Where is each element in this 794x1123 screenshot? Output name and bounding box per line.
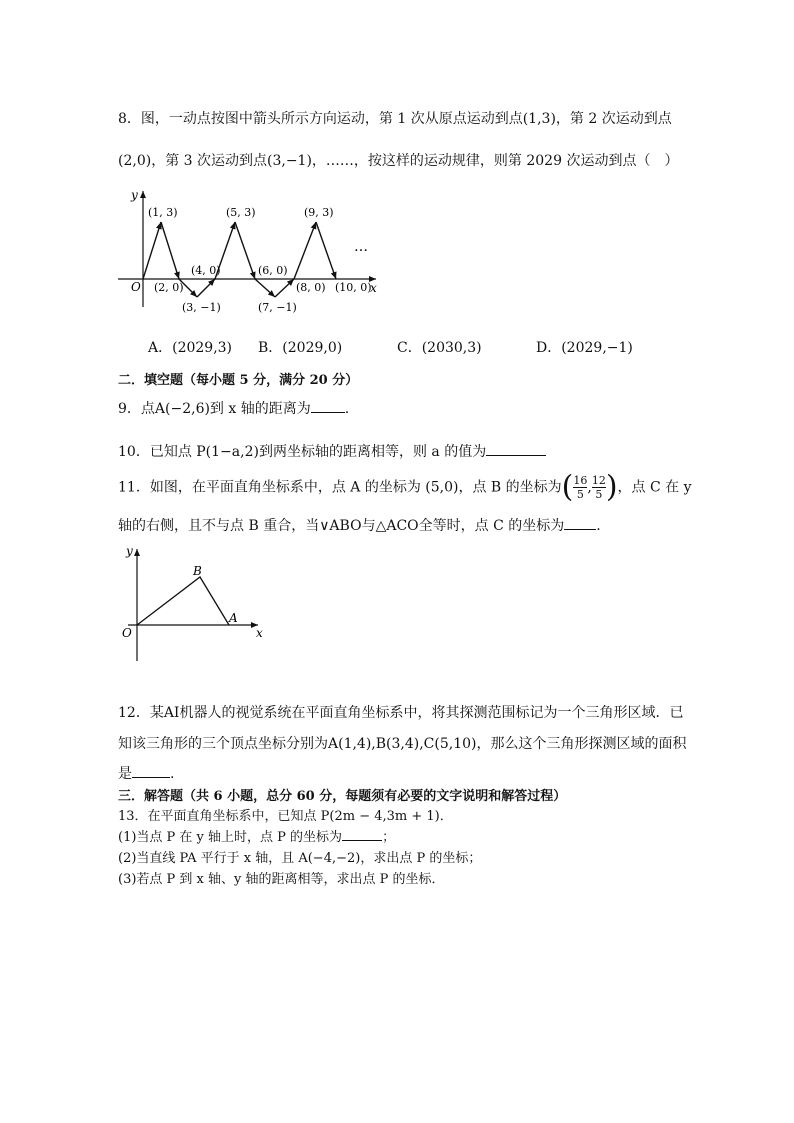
q8-label-p9: (9, 3): [304, 206, 334, 219]
q8-option-b: B．(2029,0): [258, 340, 343, 356]
q11-point-b: B: [193, 564, 202, 578]
q13-stem: 13．在平面直角坐标系中，已知点 P(2m − 4,3m + 1)．: [118, 809, 453, 824]
q8-label-p3: (3, −1): [182, 301, 221, 314]
q11-frac2-num: 12: [591, 474, 606, 487]
q8-seg-8: [275, 279, 294, 297]
q11-origin: O: [122, 626, 132, 640]
q9-line: [118, 398, 349, 418]
q8-x-label: x: [370, 281, 377, 295]
q11-text-before: 11．如图，在平面直角坐标系中，点 A 的坐标为 (5,0)，点 B 的坐标为: [118, 479, 562, 496]
q11-text-after: ，点 C 在 y: [617, 479, 692, 496]
q8-option-a: A．(2029,3): [148, 340, 233, 356]
q8-seg-9: [294, 222, 316, 279]
q8-line2: (2,0)，第 3 次运动到点(3,−1)，……，按这样的运动规律，则第 2029 次运动到点（ ）: [118, 153, 679, 169]
q11-frac1: [573, 474, 587, 501]
q10-text: 10．已知点 P(1−a,2)到两坐标轴的距离相等，则 a 的值为: [118, 444, 487, 460]
q8-label-p10: (10, 0): [335, 281, 372, 294]
q8-origin: O: [131, 280, 141, 294]
q13-part1: [118, 826, 395, 845]
q8-y-label: y: [131, 188, 138, 202]
q11-triangle: [137, 577, 229, 625]
q11-frac1-den: 5: [576, 488, 584, 501]
q8-label-p7: (7, −1): [258, 301, 297, 314]
q12-line3-text: 是: [118, 766, 132, 782]
q11-x-label: x: [256, 626, 263, 640]
q11-line2: [118, 515, 601, 535]
q12-line3-end: .: [170, 766, 175, 782]
q11-frac2: [592, 474, 606, 501]
q8-seg-2: [161, 222, 179, 279]
q11-paren-close: ): [605, 469, 618, 505]
q8-figure: [118, 185, 398, 315]
q11-y-label: y: [126, 545, 133, 558]
q11-figure: [118, 545, 268, 665]
q11-frac1-num: 16: [573, 474, 588, 487]
q8-label-p6: (6, 0): [258, 264, 288, 277]
q13-part2: (2)当直线 PA 平行于 x 轴，且 A(−4,−2)，求出点 P 的坐标；: [118, 851, 482, 866]
q11-point-a: A: [229, 611, 238, 625]
section3-title: 三．解答题（共 6 小题，总分 60 分，每题须有必要的文字说明和解答过程）: [118, 789, 567, 804]
q11-blank: [564, 528, 596, 530]
q8-label-p8: (8, 0): [296, 281, 326, 294]
q8-line1: 8．图，一动点按图中箭头所示方向运动，第 1 次从原点运动到点(1,3)，第 2 次运动到点: [118, 111, 672, 127]
q8-label-p5: (5, 3): [226, 206, 256, 219]
q8-seg-10: [316, 222, 336, 279]
q8-seg-1: [143, 222, 161, 279]
q11-frac2-den: 5: [595, 488, 603, 501]
q12-line3: [118, 763, 174, 783]
q11-line1: [118, 469, 692, 505]
q11-line2-end: .: [596, 518, 601, 534]
q8-ellipsis: …: [354, 239, 368, 255]
q8-label-p4: (4, 0): [191, 264, 221, 277]
q9-text: 9．点A(−2,6)到 x 轴的距离为: [118, 401, 311, 417]
q8-seg-4: [197, 279, 215, 297]
q12-line2: 知该三角形的三个顶点坐标分别为A(1,4),B(3,4),C(5,10)，那么这个三角形探测区域的面积: [118, 736, 687, 752]
q8-label-p2: (2, 0): [154, 281, 184, 294]
q8-option-c: C．(2030,3): [397, 340, 482, 356]
q9-end: .: [344, 401, 350, 417]
q9-blank: [311, 411, 345, 413]
q8-seg-6: [235, 222, 255, 279]
q8-label-p1: (1, 3): [148, 206, 178, 219]
q11-line2-text: 轴的右侧，且不与点 B 重合，当∨ABO与△ACO全等时，点 C 的坐标为: [118, 518, 565, 534]
q11-comma: ,: [587, 479, 592, 496]
q11-paren-open: (: [561, 469, 574, 505]
q12-blank: [132, 776, 170, 778]
q13-part1-blank: [342, 839, 382, 841]
q13-part1-end: ；: [382, 830, 396, 845]
q8-option-d: D．(2029,−1): [536, 340, 633, 356]
q8-seg-7: [255, 279, 275, 297]
q10-line: [118, 441, 546, 461]
q12-line1: 12．某AI机器人的视觉系统在平面直角坐标系中，将其探测范围标记为一个三角形区域．已: [118, 705, 684, 721]
q10-blank: [486, 454, 546, 456]
q13-part3: (3)若点 P 到 x 轴、y 轴的距离相等，求出点 P 的坐标．: [118, 872, 445, 887]
section2-title: 二．填空题（每小题 5 分，满分 20 分）: [118, 373, 359, 388]
q13-part1-text: (1)当点 P 在 y 轴上时，点 P 的坐标为: [118, 830, 343, 845]
